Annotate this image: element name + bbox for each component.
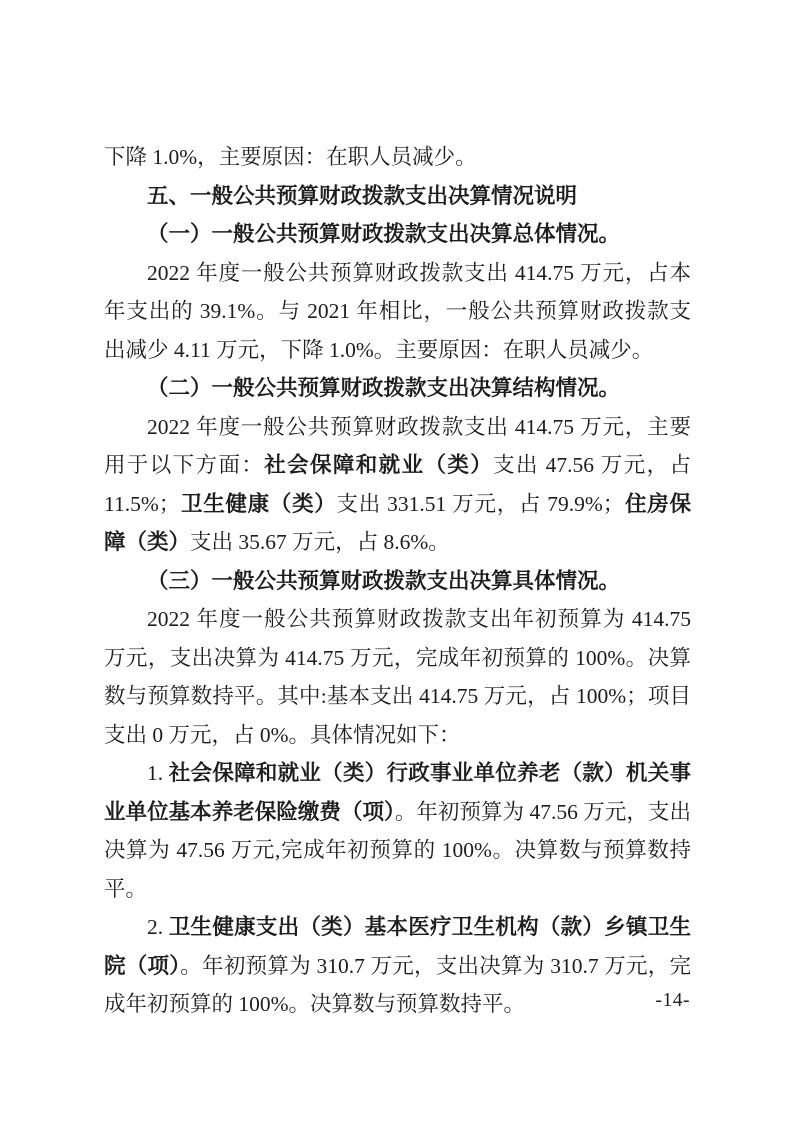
subsection-heading-one: （一）一般公共预算财政拨款支出决算总体情况。 bbox=[147, 222, 621, 246]
text-segment: 。年初预算为 310.7 万元，支出决算为 310.7 万元，完成年初预算的 100%。决算数与预算数持平。 bbox=[104, 953, 691, 1016]
text-segment: 支出 47.56 万元，占 11.5%； bbox=[104, 453, 691, 516]
text-segment-bold: 卫生健康支出（类）基本医疗卫生机构（款）乡镇卫生院（项） bbox=[104, 915, 691, 978]
text-segment: 支出 331.51 万元，占 79.9%； bbox=[336, 491, 625, 516]
paragraph-item1 bbox=[104, 754, 691, 908]
paragraph-item2 bbox=[104, 908, 691, 1024]
paragraph-continuation: 下降 1.0%，主要原因：在职人员减少。 bbox=[104, 145, 477, 169]
subsection-heading-two: （二）一般公共预算财政拨款支出决算结构情况。 bbox=[147, 376, 621, 400]
text-segment: 。年初预算为 47.56 万元，支出决算为 47.56 万元,完成年初预算的 100%。决算数与预算数持平。 bbox=[104, 799, 691, 901]
text-segment: 2. bbox=[147, 915, 169, 939]
text-segment-bold: 卫生健康（类） bbox=[180, 491, 337, 516]
text-segment: 1. bbox=[147, 761, 169, 785]
paragraph-sub3-detail: 2022 年度一般公共预算财政拨款支出年初预算为 414.75 万元，支出决算为 414.75 万元，完成年初预算的 100%。决算数与预算数持平。其中:基本支出 414.75 万元，占 100%；项目支出 0 万元，占 0%。具体情况如下： bbox=[104, 607, 691, 747]
section-heading-five: 五、一般公共预算财政拨款支出决算情况说明 bbox=[147, 183, 578, 208]
text-segment-bold: 住房保障（类） bbox=[104, 491, 691, 554]
paragraph-sub1-overview: 2022 年度一般公共预算财政拨款支出 414.75 万元，占本年支出的 39.1%。与 2021 年相比，一般公共预算财政拨款支出减少 4.11 万元，下降 1.0%。主要原因：在职人员减少。 bbox=[104, 260, 691, 362]
text-segment: 2022 年度一般公共预算财政拨款支出 414.75 万元，主要用于以下方面： bbox=[104, 414, 691, 477]
page-number: -14- bbox=[655, 990, 690, 1011]
subsection-heading-three: （三）一般公共预算财政拨款支出决算具体情况。 bbox=[147, 568, 621, 593]
paragraph-sub2-structure bbox=[104, 408, 691, 562]
document-body bbox=[104, 138, 691, 1024]
text-segment-bold: 社会保障和就业（类） bbox=[264, 453, 494, 477]
text-segment-bold: 社会保障和就业（类）行政事业单位养老（款）机关事业单位基本养老保险缴费（项） bbox=[104, 761, 691, 824]
text-segment: 支出 35.67 万元，占 8.6%。 bbox=[190, 530, 450, 554]
